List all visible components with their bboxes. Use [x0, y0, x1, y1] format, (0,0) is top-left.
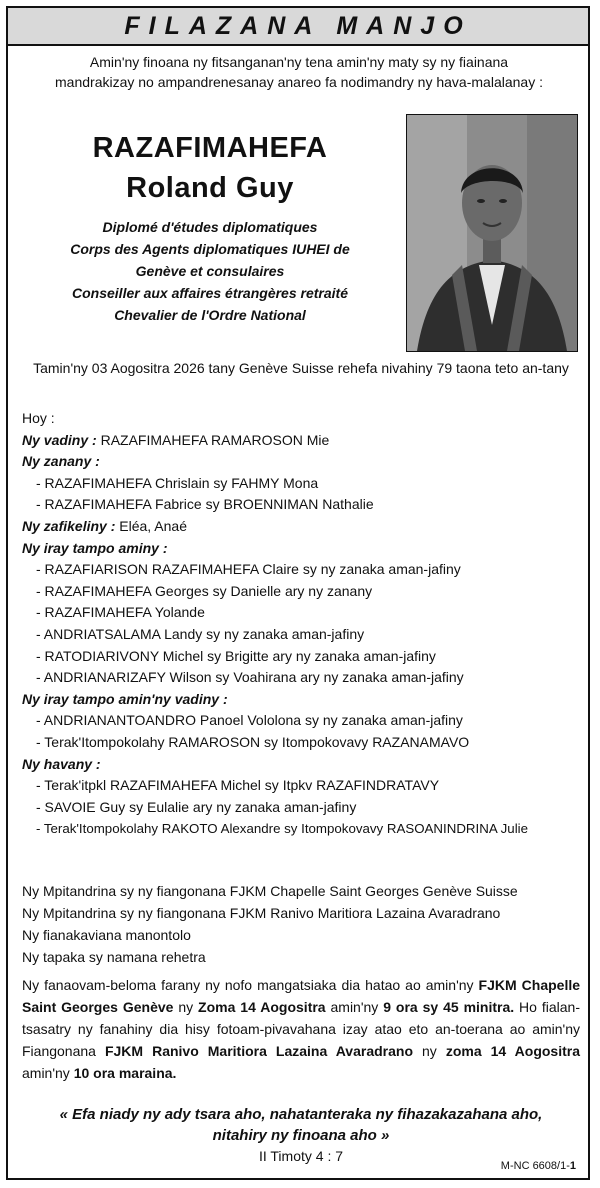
spouse-value: RAZAFIMAHEFA RAMAROSON Mie [96, 431, 330, 448]
obituary-frame [6, 6, 590, 1180]
funeral-venue: FJKM Chapelle Saint Georges Genève [22, 977, 581, 1015]
header-bar [8, 8, 588, 46]
list-item: - RATODIARIVONY Michel sy Brigitte ary ny zanaka aman-jafiny [36, 647, 436, 664]
spouse-label: Ny vadiny : [22, 431, 97, 448]
organization-line: Ny Mpitandrina sy ny fiangonana FJKM Ranivo Maritiora Lazaina Avaradrano [22, 905, 501, 921]
list-item: - SAVOIE Guy sy Eulalie ary ny zanaka aman-jafiny [36, 798, 357, 815]
bible-quote [22, 1104, 580, 1146]
service-time: 10 ora maraina. [73, 1065, 177, 1081]
deceased-titles [22, 216, 398, 326]
hoy-label: Hoy : [22, 410, 55, 426]
spouse-siblings-label: Ny iray tampo amin'ny vadiny : [22, 690, 228, 707]
organization-line: Ny fianakaviana manontolo [22, 927, 191, 943]
list-item: - RAZAFIARISON RAZAFIMAHEFA Claire sy ny zanaka aman-jafiny [36, 561, 461, 578]
funeral-text: ny [413, 1043, 446, 1059]
funeral-text: Ho fialan-tsasatry ny fanahiny dia hisy fotoam-pivavahana izay atao eto an-toerana ao amin'ny Fiangonana [22, 999, 580, 1059]
title-line: Chevalier de l'Ordre National [114, 307, 306, 323]
list-item: - Terak'Itompokolahy RAKOTO Alexandre sy Itompokovavy RASOANINDRINA Julie [36, 821, 529, 837]
portrait-photo [406, 114, 578, 352]
list-item: - RAZAFIMAHEFA Chrislain sy FAHMY Mona [36, 474, 319, 491]
relatives-label: Ny havany : [22, 755, 101, 772]
funeral-time: 9 ora sy 45 minitra. [383, 999, 515, 1015]
funeral-text: amin'ny [22, 1065, 74, 1081]
ad-code-prefix: M-NC 6608/1- [500, 1160, 570, 1172]
title-line: Genève et consulaires [135, 263, 285, 279]
intro-line-1: Amin'ny finoana ny fitsanganan'ny tena amin'ny maty sy ny fiainana [89, 54, 509, 70]
grandchildren-value: Eléa, Anaé [115, 517, 187, 534]
list-item: - RAZAFIMAHEFA Fabrice sy BROENNIMAN Nathalie [36, 496, 374, 513]
header-title: FILAZANA MANJO [124, 11, 472, 40]
funeral-notice [22, 974, 580, 1084]
title-line: Diplomé d'études diplomatiques [102, 219, 318, 235]
organization-line: Ny tapaka sy namana rehetra [22, 949, 206, 965]
title-line: Conseiller aux affaires étrangères retraité [72, 285, 348, 301]
funeral-text: Ny fanaovam-beloma farany ny nofo mangatsiaka dia hatao ao amin'ny [22, 977, 479, 993]
service-date: zoma 14 Aogositra [445, 1043, 580, 1059]
service-venue: FJKM Ranivo Maritiora Lazaina Avaradrano [104, 1043, 414, 1059]
children-label: Ny zanany : [22, 453, 100, 470]
list-item: - ANDRIATSALAMA Landy sy ny zanaka aman-jafiny [36, 625, 365, 642]
intro-text [22, 52, 576, 92]
spouse-row [22, 430, 582, 452]
funeral-text: ny [173, 999, 199, 1015]
organizations-list [22, 880, 582, 968]
list-item: - RAZAFIMAHEFA Georges sy Danielle ary ny zanany [36, 582, 373, 599]
list-item: - Terak'Itompokolahy RAMAROSON sy Itompokovavy RAZANAMAVO [36, 733, 470, 750]
portrait-photo-icon [407, 115, 577, 351]
list-item: - RAZAFIMAHEFA Yolande [36, 604, 205, 621]
grandchildren-label: Ny zafikeliny : [22, 517, 116, 534]
funeral-date: Zoma 14 Aogositra [198, 999, 326, 1015]
quote-line-2: nitahiry ny finoana aho » [212, 1127, 390, 1144]
list-item: - ANDRIANARIZAFY Wilson sy Voahirana ary ny zanaka aman-jafiny [36, 669, 464, 686]
intro-line-2: mandrakizay no ampandrenesanay anareo fa nodimandry ny hava-malalanay : [55, 74, 543, 90]
family-list [22, 408, 582, 840]
deceased-surname: RAZAFIMAHEFA [92, 132, 328, 164]
quote-reference: II Timoty 4 : 7 [258, 1148, 344, 1164]
quote-line-1: « Efa niady ny ady tsara aho, nahatanteraka ny fihazakazahana aho, [59, 1106, 543, 1123]
ad-code [501, 1160, 576, 1172]
siblings-label: Ny iray tampo aminy : [22, 539, 168, 556]
grandchildren-row [22, 516, 582, 538]
list-item: - ANDRIANANTOANDRO Panoel Vololona sy ny zanaka aman-jafiny [36, 712, 463, 729]
title-line: Corps des Agents diplomatiques IUHEI de [70, 241, 350, 257]
organization-line: Ny Mpitandrina sy ny fiangonana FJKM Chapelle Saint Georges Genève Suisse [22, 883, 518, 899]
death-notice: Tamin'ny 03 Aogositra 2026 tany Genève Suisse rehefa nivahiny 79 taona teto an-tany [33, 360, 569, 376]
ad-code-suffix: 1 [569, 1160, 576, 1172]
funeral-text: amin'ny [325, 999, 384, 1015]
list-item: - Terak'itpkl RAZAFIMAHEFA Michel sy Itpkv RAZAFINDRATAVY [36, 777, 440, 794]
deceased-given-names: Roland Guy [126, 172, 294, 204]
